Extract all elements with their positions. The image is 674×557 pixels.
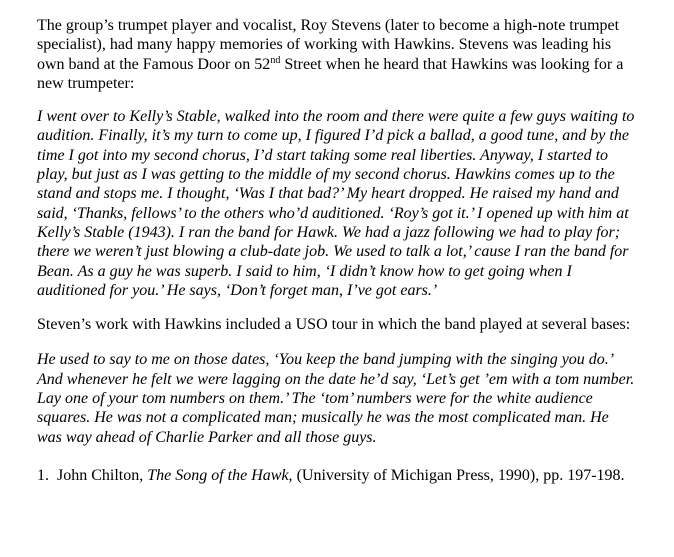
intro-paragraph-text: The group’s trumpet player and vocalist, Roy Stevens (later to become a high-note trumpet specialist), had many happy memories of working with Hawkins. Stevens was leading his own band at the Famous Door on 52 xyxy=(37,17,620,73)
document-page xyxy=(37,16,637,485)
footnote xyxy=(37,466,637,485)
stevens-quote-audition: I went over to Kelly’s Stable, walked into the room and there were quite a few guys waiting to audition. Finally, it’s my turn to come up, I figured I’d pick a ballad, a good tune, and by the time I got into my second chorus, I’d start taking some real liberties. Anyway, I started to play, but just as I was getting to the middle of my second chorus. Hawkins comes up to the stand and stops me. I thought, ‘Was I that bad?’ My heart dropped. He raised my hand and said, ‘Thanks, fellows’ to the others who’d auditioned. ‘Roy’s got it.’ I opened up with him at Kelly’s Stable (1943). I ran the band for Hawk. We had a jazz following we had to play for; there we weren’t just blowing a club-date job. We used to talk a lot,’ cause I ran the band for Bean. As a guy he was superb. I said to him, ‘I didn’t know how to get going when I auditioned for you.’ He says, ‘Don’t forget man, I’ve got ears.’ xyxy=(37,108,635,299)
stevens-quote-uso: He used to say to me on those dates, ‘You keep the band jumping with the singing you do.’ And whenever he felt we were lagging on the date he’d say, ‘Let’s get ’em with a tom number. Lay one of your tom numbers on them.’ The ‘tom’ numbers were for the white audience squares. He was not a complicated man; musically he was the most complicated man. He was way ahead of Charlie Parker and all those guys. xyxy=(37,351,635,446)
intro-paragraph xyxy=(37,16,637,93)
footnote-publication: (University of Michigan Press, 1990), pp. 197-198. xyxy=(296,466,625,484)
footnote-number: 1. xyxy=(37,466,49,484)
uso-tour-paragraph: Steven’s work with Hawkins included a USO tour in which the band played at several bases: xyxy=(37,316,631,334)
ordinal-suffix: nd xyxy=(270,54,281,66)
footnote-author: John Chilton, xyxy=(57,466,144,484)
footnote-title: The Song of the Hawk, xyxy=(147,466,293,484)
intro-paragraph-text-end: Street when he heard that Hawkins was looking for a new trumpeter: xyxy=(37,55,624,92)
